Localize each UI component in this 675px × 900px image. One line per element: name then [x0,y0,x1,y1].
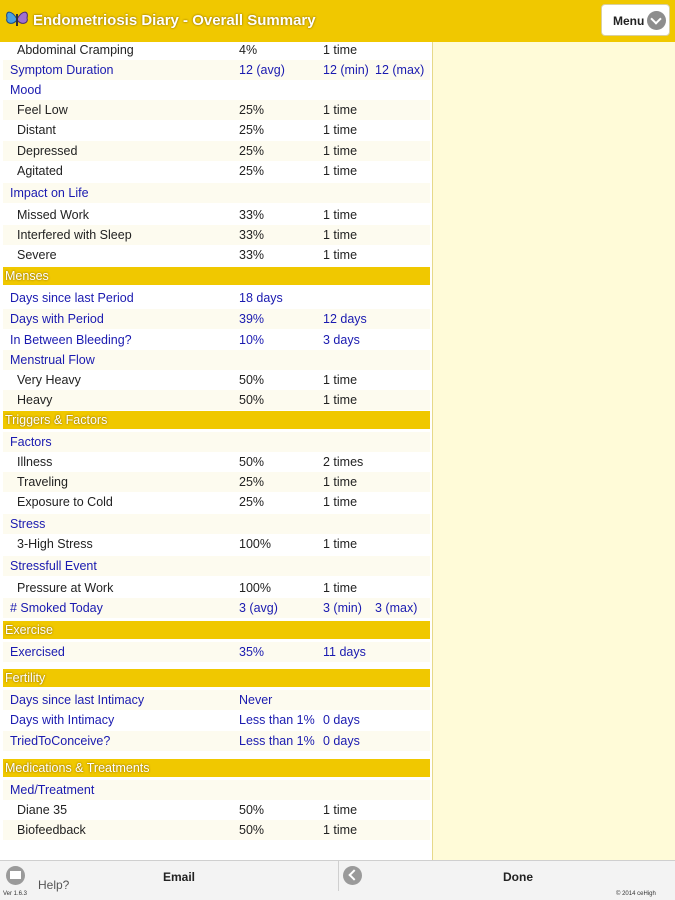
bottom-toolbar [0,860,675,900]
category-row[interactable] [3,780,430,800]
app-title: Endometriosis Diary - Overall Summary [33,12,316,29]
row-value-2: 11 days [323,645,366,659]
section-header [3,267,430,285]
row-label: TriedToConceive? [10,734,111,748]
row-label: Exposure to Cold [17,495,113,509]
row-value-3: 12 (max) [375,63,425,77]
section-title: Exercise [5,623,53,637]
section-header [3,759,430,777]
row-value-1: 100% [239,537,271,551]
row-label: Agitated [17,164,63,178]
back-arrow-icon [343,866,362,885]
row-value-1: Less than 1% [239,713,315,727]
row-value-1: Never [239,693,273,707]
category-row[interactable] [3,288,430,308]
row-value-2: 0 days [323,713,360,727]
row-value-2: 0 days [323,734,360,748]
section-title: Menses [5,269,49,283]
row-value-2: 12 days [323,312,367,326]
row-value-2: 1 time [323,393,358,407]
mail-icon [6,866,25,885]
row-value-1: 33% [239,228,265,242]
row-label: Abdominal Cramping [17,43,134,57]
section-title: Medications & Treatments [5,761,150,775]
list-item[interactable] [3,390,430,410]
list-item[interactable] [3,120,430,140]
summary-list[interactable] [0,42,432,860]
row-label: In Between Bleeding? [10,333,132,347]
category-row[interactable] [3,350,430,370]
row-value-1: 25% [239,495,265,509]
row-value-2: 1 time [323,43,358,57]
section-header [3,411,430,429]
title-bar [0,0,675,42]
list-item[interactable] [3,42,430,60]
row-label: Med/Treatment [10,783,95,797]
category-row[interactable] [3,556,430,576]
row-value-1: 3 (avg) [239,601,278,615]
row-value-1: 50% [239,393,265,407]
section-header [3,621,430,639]
done-label: Done [503,870,533,884]
row-label: 3-High Stress [17,537,93,551]
row-value-1: 25% [239,103,265,117]
row-label: Severe [17,248,57,262]
row-label: Feel Low [17,103,68,117]
list-item[interactable] [3,370,430,390]
category-row[interactable] [3,642,430,662]
row-value-2: 1 time [323,537,358,551]
category-row[interactable] [3,80,430,100]
row-value-1: 50% [239,803,265,817]
row-value-1: 25% [239,475,265,489]
row-value-1: 50% [239,455,265,469]
row-label: # Smoked Today [10,601,103,615]
list-item[interactable] [3,161,430,181]
email-label: Email [163,870,196,884]
category-row[interactable] [3,731,430,751]
row-label: Pressure at Work [17,581,114,595]
row-value-1: 25% [239,123,265,137]
row-value-2: 1 time [323,373,358,387]
row-value-2: 12 (min) [323,63,369,77]
row-value-1: 50% [239,823,265,837]
row-label: Traveling [17,475,68,489]
row-value-2: 1 time [323,103,358,117]
section-header [3,669,430,687]
list-item[interactable] [3,800,430,820]
row-label: Depressed [17,144,78,158]
row-label: Mood [10,83,42,97]
category-row[interactable] [3,690,430,710]
menu-button-label: Menu [613,14,645,28]
category-row[interactable] [3,330,430,350]
row-value-1: 18 days [239,291,283,305]
row-value-1: 33% [239,208,265,222]
row-label: Missed Work [17,208,90,222]
row-value-1: 25% [239,144,265,158]
row-label: Days with Intimacy [10,713,115,727]
row-value-1: 33% [239,248,265,262]
list-item[interactable] [3,141,430,161]
row-label: Days since last Intimacy [10,693,145,707]
list-item[interactable] [3,225,430,245]
row-label: Menstrual Flow [10,353,95,367]
list-item[interactable] [3,578,430,598]
row-value-2: 1 time [323,581,358,595]
row-value-2: 1 time [323,823,358,837]
row-label: Impact on Life [10,186,89,200]
row-label: Days with Period [10,312,104,326]
row-value-1: 10% [239,333,265,347]
row-value-2: 1 time [323,803,358,817]
row-label: Stressfull Event [10,559,97,573]
row-value-2: 1 time [323,228,358,242]
list-item[interactable] [3,472,430,492]
list-item[interactable] [3,452,430,472]
row-value-1: 39% [239,312,265,326]
row-label: Diane 35 [17,803,68,817]
row-label: Exercised [10,645,65,659]
row-value-2: 1 time [323,495,358,509]
category-row[interactable] [3,514,430,534]
list-item[interactable] [3,820,430,840]
row-value-2: 1 time [323,475,358,489]
app-butterfly-icon [4,8,30,30]
row-label: Symptom Duration [10,63,114,77]
row-label: Illness [17,455,53,469]
row-label: Factors [10,435,52,449]
row-label: Stress [10,517,46,531]
row-value-2: 1 time [323,123,358,137]
row-value-2: 3 days [323,333,360,347]
row-value-2: 1 time [323,164,358,178]
category-row[interactable] [3,598,430,618]
row-value-1: 50% [239,373,265,387]
chevron-down-icon [647,11,666,30]
category-row[interactable] [3,60,430,80]
row-label: Heavy [17,393,53,407]
help-link[interactable]: Help? [38,878,70,892]
row-value-2: 1 time [323,208,358,222]
list-item[interactable] [3,245,430,265]
menu-button[interactable] [601,4,670,36]
row-value-3: 3 (max) [375,601,418,615]
row-label: Distant [17,123,56,137]
category-row[interactable] [3,432,430,452]
row-label: Very Heavy [17,373,81,387]
row-label: Biofeedback [17,823,86,837]
detail-pane [432,42,675,860]
version-label: Ver 1.6.3 [3,891,28,897]
category-row[interactable] [3,183,430,203]
category-row[interactable] [3,710,430,730]
list-item[interactable] [3,100,430,120]
section-title: Fertility [5,671,46,685]
row-value-2: 1 time [323,248,358,262]
list-item[interactable] [3,205,430,225]
section-title: Triggers & Factors [5,413,108,427]
row-label: Days since last Period [10,291,134,305]
row-value-1: 25% [239,164,265,178]
category-row[interactable] [3,309,430,329]
row-value-1: 12 (avg) [239,63,285,77]
row-value-1: 4% [239,43,258,57]
row-value-2: 3 (min) [323,601,362,615]
row-value-1: 100% [239,581,271,595]
row-value-2: 1 time [323,144,358,158]
copyright-label: © 2014 ceHigh [616,891,656,897]
list-item[interactable] [3,534,430,554]
row-label: Interfered with Sleep [17,228,132,242]
row-value-1: Less than 1% [239,734,315,748]
row-value-1: 35% [239,645,265,659]
list-item[interactable] [3,492,430,512]
row-value-2: 2 times [323,455,364,469]
done-button[interactable] [339,861,675,889]
